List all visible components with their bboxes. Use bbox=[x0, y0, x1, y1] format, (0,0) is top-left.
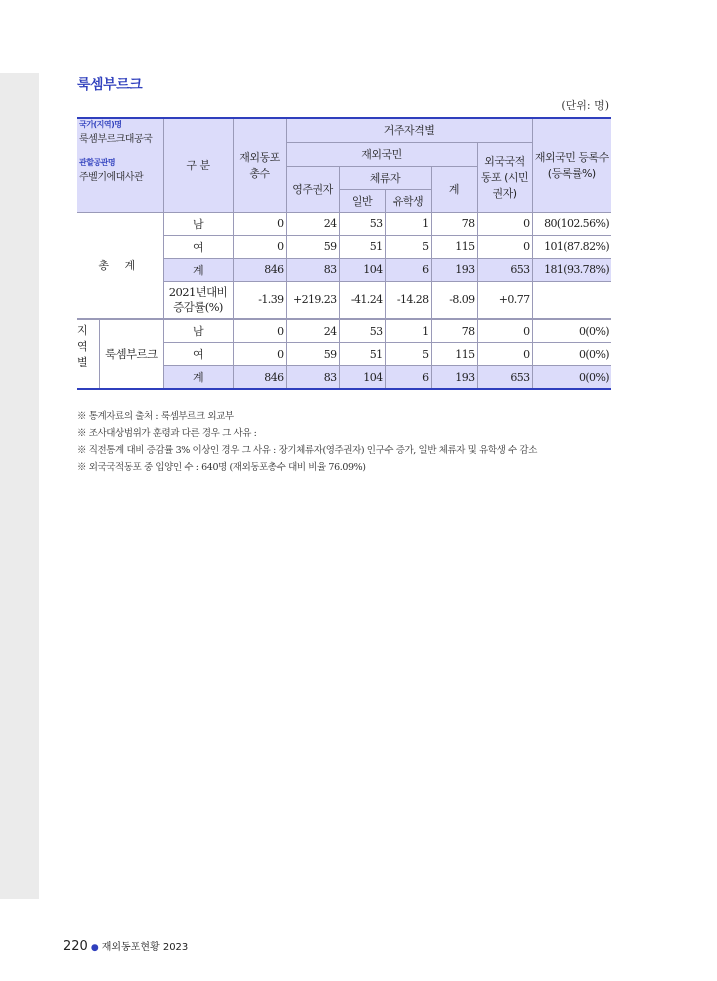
cell-student: 6 bbox=[385, 258, 431, 281]
note-scope: ※ 조사대상범위가 훈령과 다른 경우 그 사유 : bbox=[77, 428, 257, 439]
cell-foreign: 0 bbox=[477, 235, 532, 258]
page-title: 룩셈부르크 bbox=[77, 77, 143, 93]
header-nationals: 재외국민 bbox=[286, 142, 477, 166]
cell-total: 0 bbox=[233, 343, 286, 366]
header-student: 유학생 bbox=[385, 189, 431, 212]
cell-foreign: 0 bbox=[477, 319, 532, 343]
header-residence: 거주자격별 bbox=[286, 118, 532, 142]
cell-general: 104 bbox=[339, 366, 385, 390]
cell-foreign: 0 bbox=[477, 343, 532, 366]
table-row bbox=[77, 212, 611, 235]
table-row bbox=[77, 319, 611, 343]
cell-registered: 80(102.56%) bbox=[532, 212, 611, 235]
cell-permanent: 83 bbox=[286, 258, 339, 281]
cell-sum: 193 bbox=[431, 258, 477, 281]
cell-sum: 78 bbox=[431, 319, 477, 343]
cell-permanent: 59 bbox=[286, 235, 339, 258]
cell-general: 104 bbox=[339, 258, 385, 281]
cell-permanent: 24 bbox=[286, 212, 339, 235]
page-footer bbox=[63, 938, 188, 954]
cell-student: 6 bbox=[385, 366, 431, 390]
cell-student: 5 bbox=[385, 235, 431, 258]
cell-general: -41.24 bbox=[339, 281, 385, 319]
cell-registered: 0(0%) bbox=[532, 366, 611, 390]
cell-registered: 0(0%) bbox=[532, 319, 611, 343]
header-corner bbox=[77, 118, 163, 212]
cell-student: -14.28 bbox=[385, 281, 431, 319]
unit-label: (단위: 명) bbox=[561, 99, 609, 112]
side-margin-bar bbox=[0, 73, 39, 899]
country-label: 국가(지역)명 bbox=[79, 120, 122, 129]
cell-general: 53 bbox=[339, 212, 385, 235]
cell-permanent: 83 bbox=[286, 366, 339, 390]
cell-general: 51 bbox=[339, 235, 385, 258]
cell-general: 53 bbox=[339, 319, 385, 343]
cell-registered: 181(93.78%) bbox=[532, 258, 611, 281]
cell-registered bbox=[532, 281, 611, 319]
cell-sum: 193 bbox=[431, 366, 477, 390]
cell-registered: 101(87.82%) bbox=[532, 235, 611, 258]
row-label: 여 bbox=[163, 235, 233, 258]
header-subtotal: 계 bbox=[431, 166, 477, 212]
group-regional-label: 지 역 별 bbox=[77, 320, 100, 388]
cell-sum: 115 bbox=[431, 235, 477, 258]
row-label: 계 bbox=[163, 258, 233, 281]
cell-sum: 78 bbox=[431, 212, 477, 235]
header-registered: 재외국민 등록수 (등록률%) bbox=[532, 118, 611, 212]
group-summary-label: 총 계 bbox=[77, 212, 163, 319]
bullet-icon: ● bbox=[90, 943, 99, 953]
cell-foreign: 0 bbox=[477, 212, 532, 235]
row-label: 2021년대비 증감률(%) bbox=[163, 281, 233, 319]
header-permanent: 영주권자 bbox=[286, 166, 339, 212]
header-general: 일반 bbox=[339, 189, 385, 212]
cell-student: 1 bbox=[385, 319, 431, 343]
group-regional-cell bbox=[77, 319, 163, 389]
cell-total: 0 bbox=[233, 235, 286, 258]
cell-total: -1.39 bbox=[233, 281, 286, 319]
header-sojourner: 체류자 bbox=[339, 166, 431, 189]
note-source: ※ 통계자료의 출처 : 룩셈부르크 외교부 bbox=[77, 411, 234, 422]
header-category: 구 분 bbox=[163, 118, 233, 212]
region-name: 룩셈부르크 bbox=[104, 347, 158, 361]
cell-permanent: 59 bbox=[286, 343, 339, 366]
cell-general: 51 bbox=[339, 343, 385, 366]
office-value: 주벨기에대사관 bbox=[79, 172, 144, 183]
note-adoptees: ※ 외국국적동포 중 입양인 수 : 640명 (재외동포총수 대비 비율 76.09%) bbox=[77, 462, 366, 473]
statistics-table bbox=[77, 117, 611, 390]
cell-permanent: +219.23 bbox=[286, 281, 339, 319]
row-label: 여 bbox=[163, 343, 233, 366]
publication-title: 재외동포현황 2023 bbox=[101, 942, 189, 953]
header-foreign-nationals: 외국국적동포 (시민권자) bbox=[477, 142, 532, 212]
cell-student: 1 bbox=[385, 212, 431, 235]
office-label: 관할공관명 bbox=[79, 158, 116, 167]
note-change-reason: ※ 직전통계 대비 증감률 3% 이상인 경우 그 사유 : 장기체류자(영주권자) 인구수 증가, 일반 체류자 및 유학생 수 감소 bbox=[77, 445, 537, 456]
cell-registered: 0(0%) bbox=[532, 343, 611, 366]
cell-student: 5 bbox=[385, 343, 431, 366]
header-total-compatriots: 재외동포 총수 bbox=[233, 118, 286, 212]
row-label: 남 bbox=[163, 319, 233, 343]
cell-total: 846 bbox=[233, 366, 286, 390]
cell-foreign: 653 bbox=[477, 258, 532, 281]
cell-foreign: +0.77 bbox=[477, 281, 532, 319]
country-value: 룩셈부르크대공국 bbox=[79, 134, 153, 145]
cell-total: 0 bbox=[233, 319, 286, 343]
notes bbox=[77, 408, 537, 476]
cell-sum: -8.09 bbox=[431, 281, 477, 319]
row-label: 계 bbox=[163, 366, 233, 390]
page-number: 220 bbox=[63, 939, 88, 954]
row-label: 남 bbox=[163, 212, 233, 235]
cell-total: 0 bbox=[233, 212, 286, 235]
cell-permanent: 24 bbox=[286, 319, 339, 343]
cell-total: 846 bbox=[233, 258, 286, 281]
cell-sum: 115 bbox=[431, 343, 477, 366]
cell-foreign: 653 bbox=[477, 366, 532, 390]
